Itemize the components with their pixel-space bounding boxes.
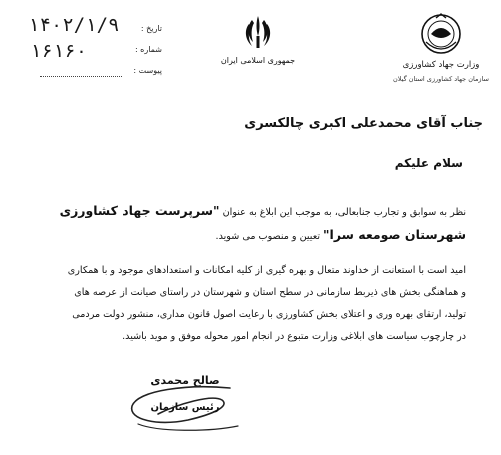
number-value: ۱۶۱۶۰	[30, 40, 88, 62]
paragraph-appointment	[46, 200, 466, 248]
paragraph-appointment-line-2	[46, 224, 466, 248]
paragraph-wishes-line: در چارچوب سیاست های ابلاغی وزارت متبوع در انجام امور محوله موفق و موید باشید.	[122, 331, 466, 342]
paragraph-wishes	[46, 260, 466, 348]
appointment-text-end: تعیین و منصوب می شوید.	[215, 231, 324, 242]
paragraph-wishes-line: امید است با استعانت از خداوند متعال و بهره گیری از کلیه امکانات و استعدادهای موجود و با همکاری	[67, 265, 466, 276]
paragraph-wishes-line: تولید، ارتقای بهره وری و اعتلای بخش کشاورزی با رعایت اصول قانون مداری، منشور دولت مردمی	[72, 309, 466, 320]
salutation: سلام علیکم	[394, 156, 463, 170]
attachment-label: پیوست :	[133, 66, 162, 75]
ministry-subtitle: سازمان جهاد کشاورزی استان گیلان	[392, 75, 489, 83]
recipient-line: جناب آقای محمدعلی اکبری چالکسری	[244, 116, 483, 131]
ministry-name: وزارت جهاد کشاورزی	[402, 60, 480, 70]
appointment-text: نظر به سوابق و تجارب جنابعالی، به موجب این ابلاغ به عنوان	[219, 207, 466, 218]
ministry-logo-icon	[418, 12, 464, 56]
emblem-caption: جمهوری اسلامی ایران	[220, 56, 296, 65]
signer-title: رئیس سازمان	[150, 402, 220, 413]
paragraph-wishes-line: و هماهنگی بخش های ذیربط سازمانی در سطح استان و شهرستان در راستای صیانت از عرصه های	[74, 287, 466, 298]
signer-name: صالح محمدی	[150, 374, 220, 387]
date-label: تاریخ :	[140, 24, 162, 33]
iran-emblem-icon	[243, 14, 273, 50]
appointment-title-bold: "سرپرست جهاد کشاورزی	[59, 203, 220, 218]
appointment-county-bold: شهرستان صومعه سرا"	[323, 227, 466, 242]
attachment-blank-line	[40, 76, 122, 77]
date-value: ۱۴۰۲/۱/۹	[28, 14, 120, 36]
number-label: شماره :	[134, 45, 162, 54]
paragraph-appointment-line-1	[46, 200, 466, 224]
